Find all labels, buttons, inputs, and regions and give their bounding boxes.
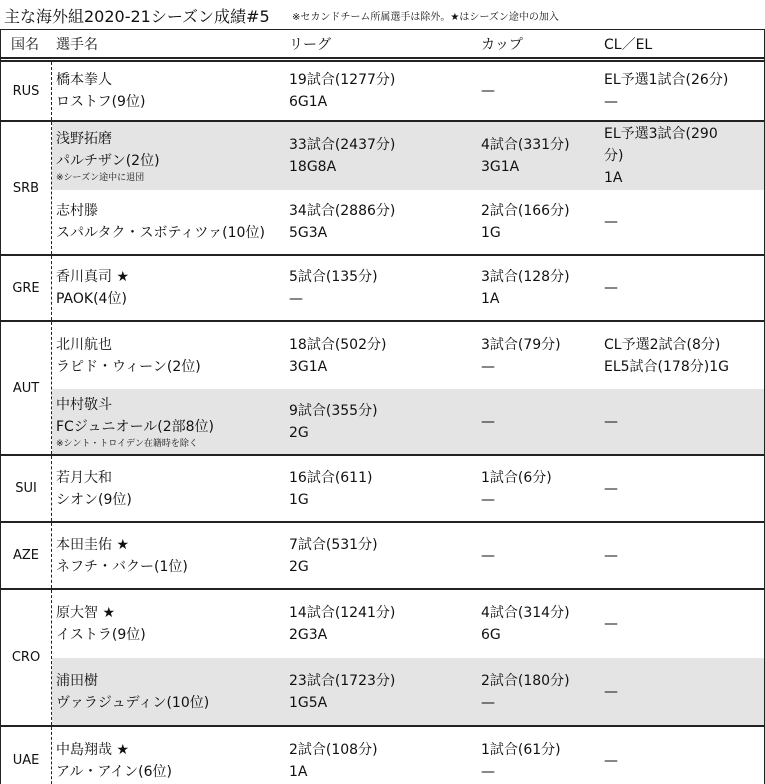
cup-line: 2試合(180分): [481, 672, 570, 689]
country-group: [1, 62, 764, 122]
cup-cell: [481, 122, 604, 190]
league-line: 3G1A: [289, 358, 328, 375]
player-name: 中村敬斗: [56, 396, 112, 413]
cup-line: —: [481, 547, 495, 564]
league-line: 5試合(135分): [289, 269, 378, 285]
league-cell: [289, 122, 481, 190]
cl-line: EL予選1試合(26分): [604, 72, 729, 88]
player-cell: [52, 523, 289, 588]
player-cell: [52, 122, 289, 190]
cl-line: —: [604, 752, 618, 769]
league-cell: [289, 658, 481, 725]
cup-cell: [481, 389, 604, 454]
cup-line: 1試合(6分): [481, 469, 552, 486]
player-cell: [52, 322, 289, 389]
league-line: 33試合(2437分): [289, 137, 396, 153]
player-cell: [52, 658, 289, 725]
table-row: [52, 322, 764, 389]
table-body: [1, 62, 764, 784]
league-line: 1G: [289, 491, 309, 508]
cup-line: —: [481, 358, 495, 375]
league-line: 1G5A: [289, 694, 328, 711]
player-name: 若月大和: [56, 469, 112, 486]
table-row: [52, 727, 764, 784]
league-line: 19試合(1277分): [289, 72, 396, 88]
cl-line: —: [604, 280, 618, 296]
cup-line: 3試合(128分): [481, 269, 570, 285]
player-club: シオン(9位): [56, 491, 132, 508]
cup-line: —: [481, 83, 495, 99]
player-cell: [52, 727, 289, 784]
cup-line: 1G: [481, 225, 501, 241]
league-line: 7試合(531分): [289, 536, 378, 553]
cl-line: —: [604, 214, 618, 230]
country-code: SUI: [1, 456, 52, 521]
league-cell: [289, 62, 481, 120]
table-header: [1, 30, 764, 62]
cup-cell: [481, 727, 604, 784]
player-cell: [52, 456, 289, 521]
cup-cell: [481, 190, 604, 254]
cup-line: —: [481, 413, 495, 430]
player-cell: [52, 590, 289, 658]
table-row: [52, 62, 764, 120]
country-code: AUT: [1, 322, 52, 454]
country-group: [1, 727, 764, 784]
country-code: CRO: [1, 590, 52, 725]
cl-line: 1A: [604, 170, 623, 186]
table-row: [52, 456, 764, 521]
league-line: 6G1A: [289, 94, 328, 110]
cl-cell: [604, 727, 764, 784]
league-line: 14試合(1241分): [289, 605, 396, 621]
league-line: 2G3A: [289, 627, 328, 643]
page-title: 主な海外組2020-21シーズン成績#5: [4, 7, 270, 26]
cl-line: —: [604, 94, 618, 110]
league-line: 2G: [289, 558, 309, 575]
stats-table: [0, 29, 765, 784]
player-name: 原大智 ★: [56, 605, 116, 621]
cup-cell: [481, 62, 604, 120]
cup-line: —: [481, 694, 495, 711]
country-group: [1, 256, 764, 322]
cl-cell: [604, 256, 764, 320]
player-name: 中島翔哉 ★: [56, 741, 130, 758]
cup-cell: [481, 658, 604, 725]
table-row: [52, 122, 764, 190]
country-code: AZE: [1, 523, 52, 588]
table-row: [52, 389, 764, 454]
cl-cell: [604, 590, 764, 658]
league-line: 1A: [289, 763, 308, 780]
league-line: 23試合(1723分): [289, 672, 396, 689]
league-cell: [289, 456, 481, 521]
player-rows: [52, 62, 764, 120]
cup-cell: [481, 256, 604, 320]
cup-cell: [481, 523, 604, 588]
country-group: [1, 322, 764, 456]
country-group: [1, 122, 764, 256]
country-group: [1, 456, 764, 523]
cup-line: 6G: [481, 627, 501, 643]
league-cell: [289, 190, 481, 254]
cl-line: EL5試合(178分)1G: [604, 358, 729, 375]
league-line: 16試合(611): [289, 469, 373, 486]
cup-cell: [481, 590, 604, 658]
league-line: —: [289, 291, 303, 307]
player-note: ※シント・トロイデン在籍時を除く: [56, 438, 198, 449]
header-player: 選手名: [56, 37, 98, 53]
cup-line: 3試合(79分): [481, 336, 561, 353]
league-line: 18G8A: [289, 159, 337, 175]
player-rows: [52, 456, 764, 521]
league-cell: [289, 256, 481, 320]
table-row: [52, 523, 764, 588]
player-rows: [52, 322, 764, 454]
country-group: [1, 590, 764, 727]
header-league: リーグ: [289, 37, 331, 53]
cup-line: 1A: [481, 291, 500, 307]
cup-line: 2試合(166分): [481, 203, 570, 219]
player-club: アル・アイン(6位): [56, 763, 173, 780]
cl-line: 分): [604, 148, 624, 164]
cl-cell: [604, 658, 764, 725]
player-name: 橋本拳人: [56, 72, 112, 88]
league-line: 5G3A: [289, 225, 328, 241]
league-cell: [289, 389, 481, 454]
cl-cell: [604, 62, 764, 120]
header-country: 国名: [11, 37, 39, 53]
player-club: FCジュニオール(2部8位): [56, 418, 215, 435]
cup-line: —: [481, 763, 495, 780]
player-name: 浅野拓磨: [56, 131, 112, 147]
league-cell: [289, 523, 481, 588]
player-name: 北川航也: [56, 336, 112, 353]
cl-cell: [604, 190, 764, 254]
cup-cell: [481, 456, 604, 521]
league-cell: [289, 322, 481, 389]
player-name: 志村滕: [56, 203, 98, 219]
player-club: ネフチ・バクー(1位): [56, 558, 188, 575]
player-cell: [52, 190, 289, 254]
table-note: ※セカンドチーム所属選手は除外。★はシーズン途中の加入: [292, 12, 559, 23]
player-cell: [52, 256, 289, 320]
player-rows: [52, 523, 764, 588]
player-cell: [52, 389, 289, 454]
player-club: ヴァラジュディン(10位): [56, 694, 210, 711]
cup-line: —: [481, 491, 495, 508]
cl-line: —: [604, 413, 618, 430]
cl-line: EL予選3試合(290: [604, 126, 718, 142]
cl-line: —: [604, 547, 618, 564]
league-line: 2試合(108分): [289, 741, 378, 758]
player-club: ロストフ(9位): [56, 94, 146, 110]
cl-cell: [604, 389, 764, 454]
cup-line: 4試合(331分): [481, 137, 570, 153]
player-club: ラピド・ウィーン(2位): [56, 358, 201, 375]
player-club: PAOK(4位): [56, 291, 127, 307]
player-cell: [52, 62, 289, 120]
cl-line: —: [604, 616, 618, 632]
cl-cell: [604, 322, 764, 389]
player-club: スパルタク・スボティツァ(10位): [56, 225, 265, 241]
country-code: GRE: [1, 256, 52, 320]
league-line: 18試合(502分): [289, 336, 387, 353]
league-cell: [289, 727, 481, 784]
player-name: 香川真司 ★: [56, 269, 130, 285]
cup-line: 4試合(314分): [481, 605, 570, 621]
player-name: 本田圭佑 ★: [56, 536, 130, 553]
table-row: [52, 190, 764, 254]
table-row: [52, 658, 764, 725]
country-code: SRB: [1, 122, 52, 254]
cl-line: —: [604, 683, 618, 700]
league-line: 2G: [289, 424, 309, 441]
league-line: 9試合(355分): [289, 402, 378, 419]
player-club: パルチザン(2位): [56, 153, 160, 169]
player-name: 浦田樹: [56, 672, 98, 689]
country-group: [1, 523, 764, 590]
player-rows: [52, 727, 764, 784]
cup-cell: [481, 322, 604, 389]
cup-line: 3G1A: [481, 159, 520, 175]
country-code: RUS: [1, 62, 52, 120]
player-rows: [52, 122, 764, 254]
player-club: イストラ(9位): [56, 627, 146, 643]
player-rows: [52, 590, 764, 725]
cl-cell: [604, 122, 764, 190]
table-row: [52, 256, 764, 320]
table-row: [52, 590, 764, 658]
header-cl-el: CL／EL: [604, 37, 653, 53]
cl-line: CL予選2試合(8分): [604, 336, 721, 353]
player-rows: [52, 256, 764, 320]
cl-line: —: [604, 480, 618, 497]
cl-cell: [604, 456, 764, 521]
header-cup: カップ: [481, 37, 523, 53]
league-line: 34試合(2886分): [289, 203, 396, 219]
league-cell: [289, 590, 481, 658]
country-code: UAE: [1, 727, 52, 784]
cl-cell: [604, 523, 764, 588]
player-note: ※シーズン途中に退団: [56, 173, 145, 183]
cup-line: 1試合(61分): [481, 741, 561, 758]
